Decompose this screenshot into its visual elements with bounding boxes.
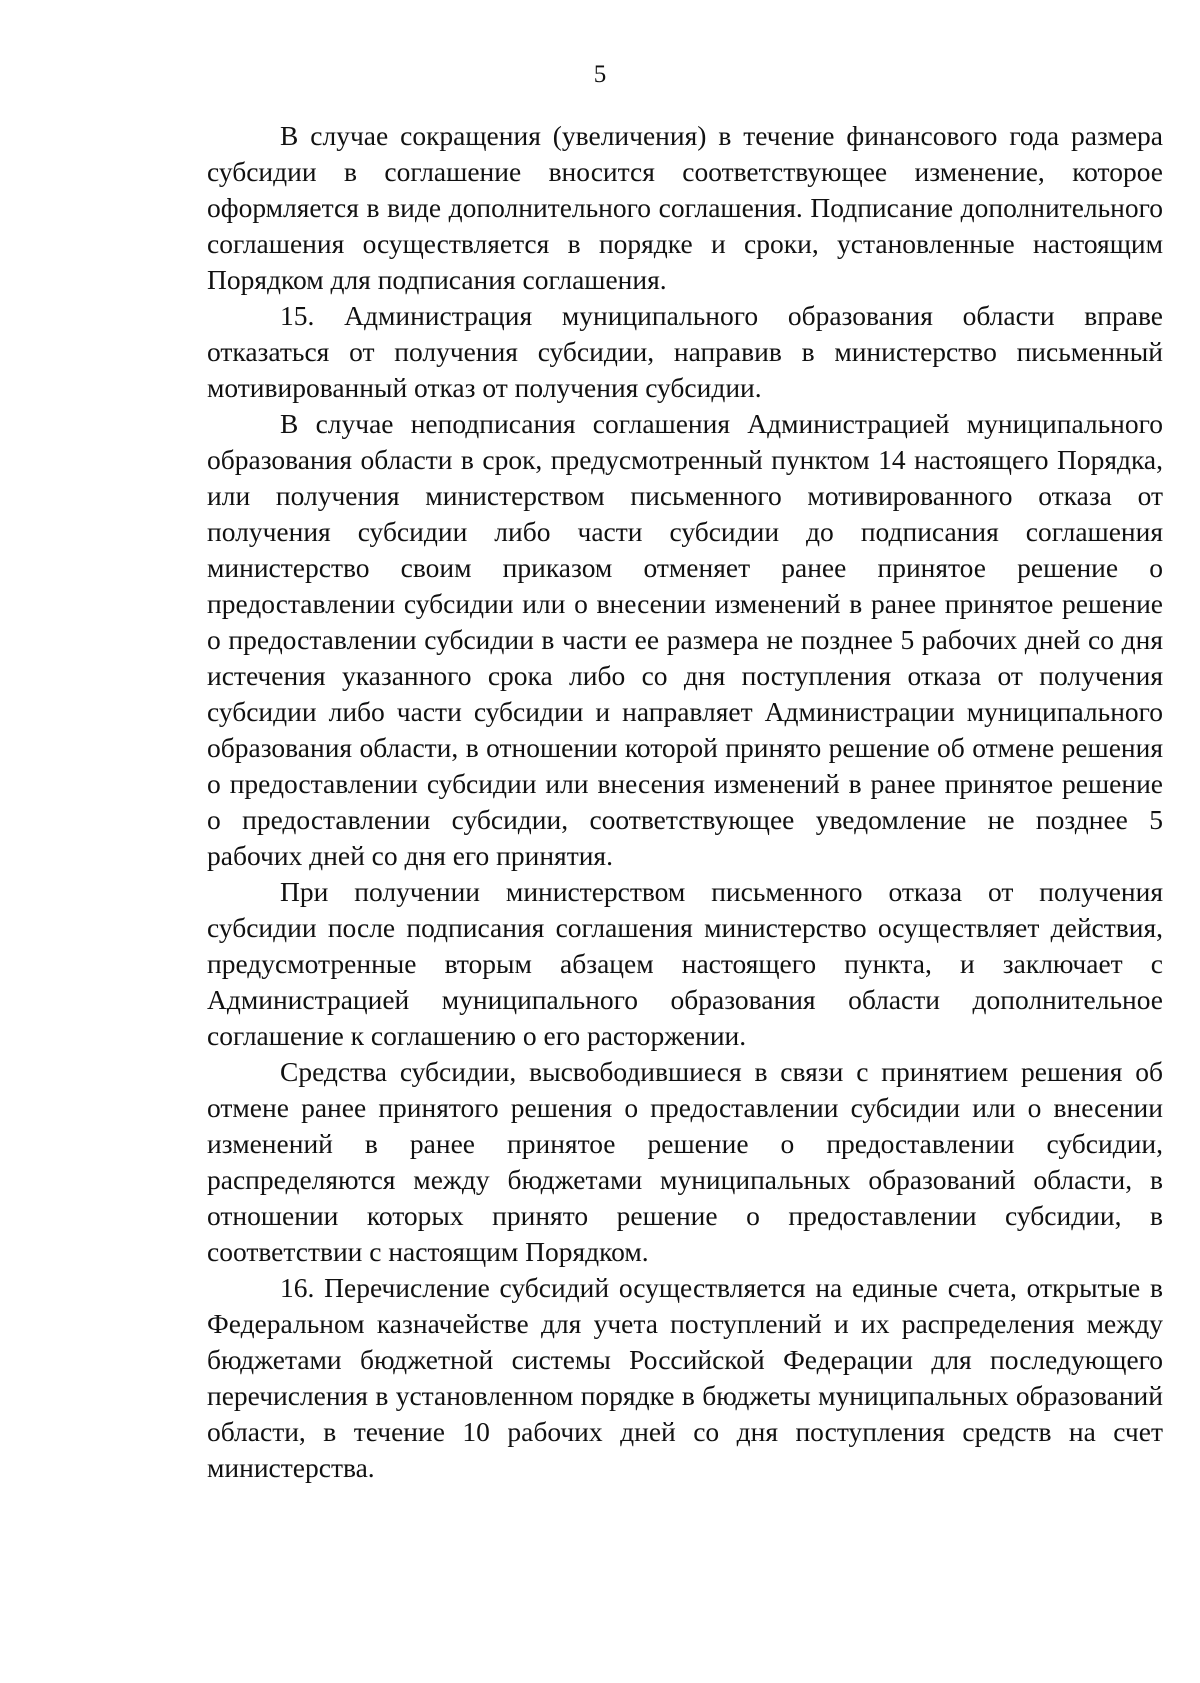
page-number: 5: [593, 61, 607, 88]
paragraph-released-funds: Средства субсидии, высвободившиеся в связи с принятием решения об отмене ранее принятого решения о предоставлении субсидии или о внесении изменений в ранее принятое решение о предоставлении субсидии, распределяются между бюджетами муниципальных образований области, в отношении которых принято решение о предоставлении субсидии, в соответствии с настоящим Порядком.: [207, 1056, 1163, 1267]
paragraph-refusal-after-signing: При получении министерством письменного отказа от получения субсидии после подписания соглашения министерство осуществляет действия, предусмотренные вторым абзацем настоящего пункта, и заключает с Администрацией муниципального образования области дополнительное соглашение к соглашению о его расторжении.: [207, 876, 1163, 1051]
paragraph-non-signing: В случае неподписания соглашения Администрацией муниципального образования области в срок, предусмотренный пунктом 14 настоящего Порядка, или получения министерством письменного мотивированного отказа от получения субсидии либо части субсидии до подписания соглашения министерство своим приказом отменяет ранее принятое решение о предоставлении субсидии или о внесении изменений в ранее принятое решение о предоставлении субсидии в части ее размера не позднее 5 рабочих дней со дня истечения указанного срока либо со дня поступления отказа от получения субсидии либо части субсидии и направляет Администрации муниципального образования области, в отношении которой принято решение об отмене решения о предоставлении субсидии или внесения изменений в ранее принятое решение о предоставлении субсидии, соответствующее уведомление не позднее 5 рабочих дней со дня его принятия.: [207, 408, 1163, 871]
paragraph-item-15: 15. Администрация муниципального образования области вправе отказаться от получения субсидии, направив в министерство письменный мотивированный отказ от получения субсидии.: [207, 300, 1163, 403]
paragraph-item-16: 16. Перечисление субсидий осуществляется на единые счета, открытые в Федеральном казначействе для учета поступлений и их распределения между бюджетами бюджетной системы Российской Федерации для последующего перечисления в установленном порядке в бюджеты муниципальных образований области, в течение 10 рабочих дней со дня поступления средств на счет министерства.: [207, 1272, 1163, 1483]
paragraph-subsidy-change: В случае сокращения (увеличения) в течение финансового года размера субсидии в соглашение вносится соответствующее изменение, которое оформляется в виде дополнительного соглашения. Подписание дополнительного соглашения осуществляется в порядке и сроки, установленные настоящим Порядком для подписания соглашения.: [207, 120, 1163, 295]
document-body: [207, 118, 1163, 1486]
